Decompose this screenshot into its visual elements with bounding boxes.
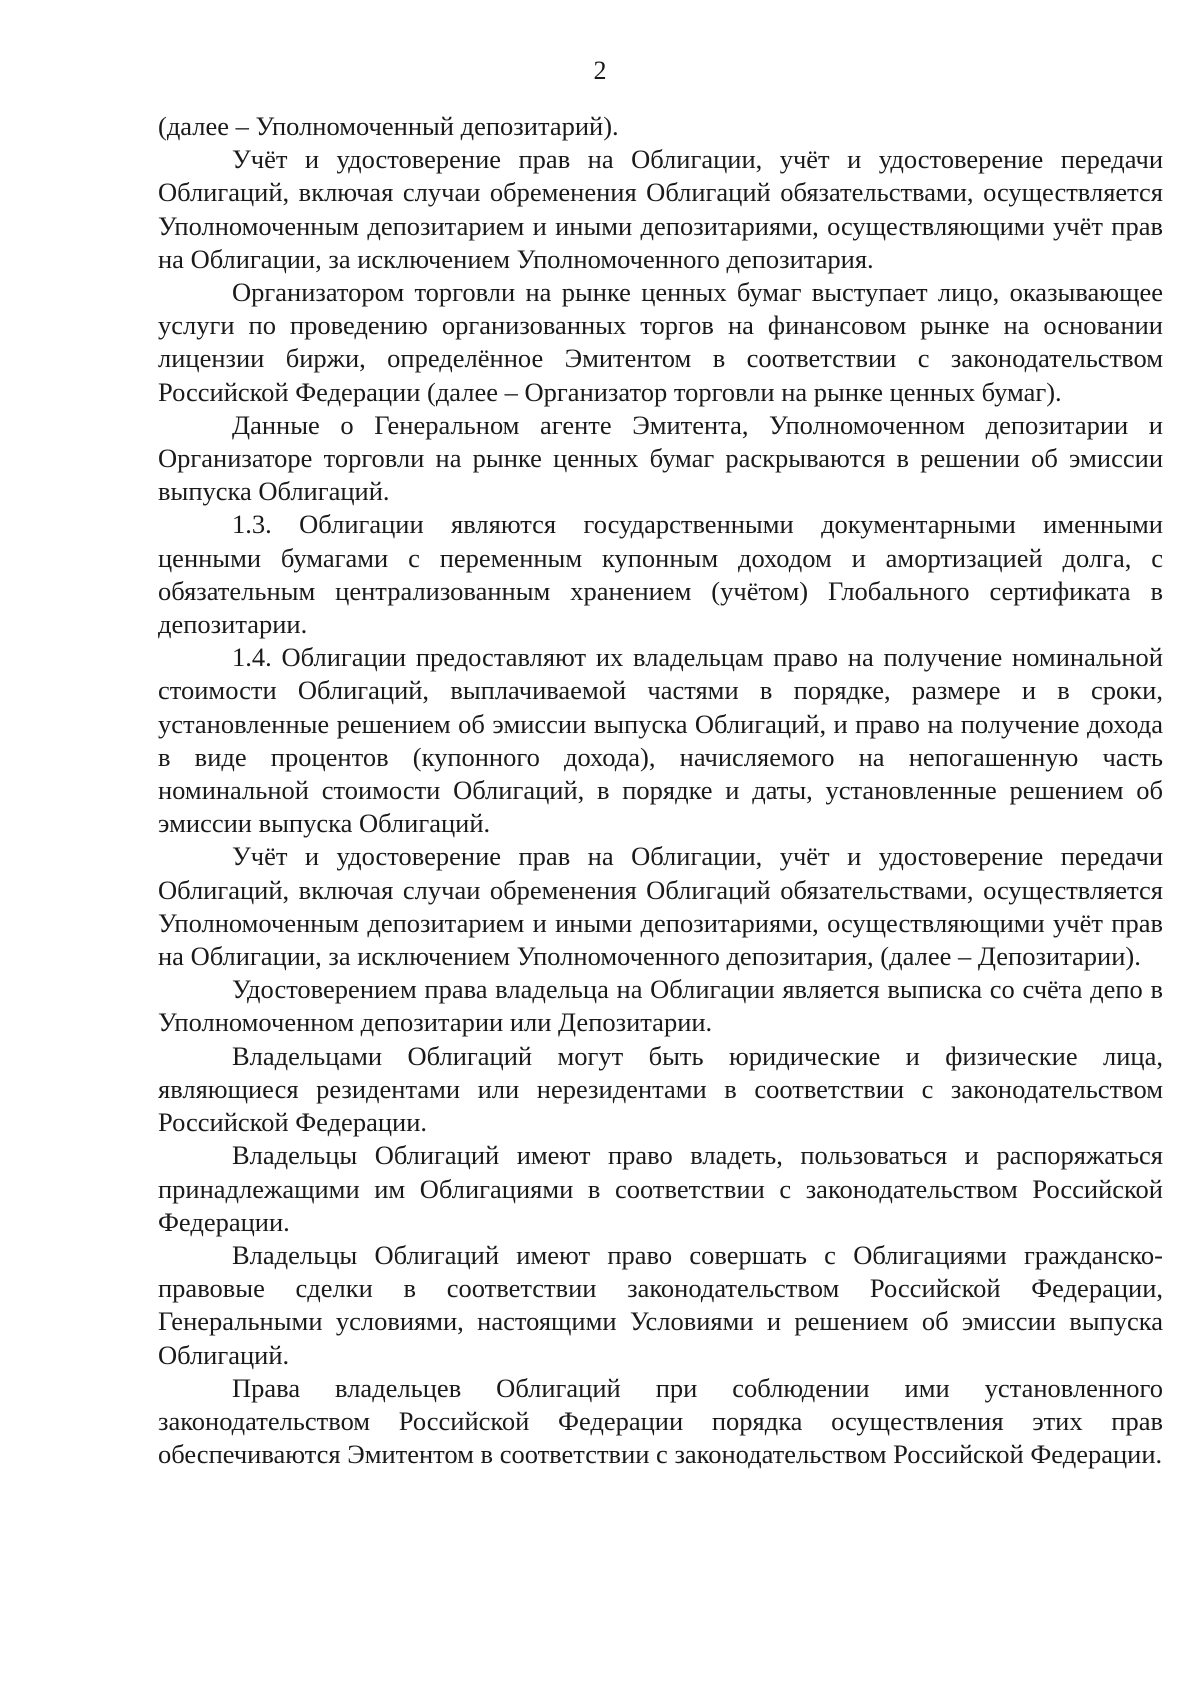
paragraph: Владельцами Облигаций могут быть юридические и физические лица, являющиеся резидентами или нерезидентами в соответствии с законодательством Российской Федерации. bbox=[158, 1040, 1163, 1138]
paragraph: Учёт и удостоверение прав на Облигации, учёт и удостоверение передачи Облигаций, включая случаи обременения Облигаций обязательствами, осуществляется Уполномоченным депозитарием и иными депозитариями, осуществляющими учёт прав на Облигации, за исключением Уполномоченного депозитария, (далее – Депозитарии). bbox=[158, 841, 1163, 972]
paragraph-section-1-3: 1.3. Облигации являются государственными документарными именными ценными бумагами с переменным купонным доходом и амортизацией долга, с обязательным централизованным хранением (учётом) Глобального сертификата в депозитарии. bbox=[158, 509, 1163, 640]
paragraph: Организатором торговли на рынке ценных бумаг выступает лицо, оказывающее услуги по проведению организованных торгов на финансовом рынке на основании лицензии биржи, определённое Эмитентом в соответствии с законодательством Российской Федерации (далее – Организатор торговли на рынке ценных бумаг). bbox=[158, 277, 1163, 407]
paragraph: Владельцы Облигаций имеют право совершать с Облигациями гражданско-правовые сделки в соответствии законодательством Российской Федерации, Генеральными условиями, настоящими Условиями и решением об эмиссии выпуска Облигаций. bbox=[158, 1239, 1163, 1370]
paragraph-section-1-4: 1.4. Облигации предоставляют их владельцам право на получение номинальной стоимости Облигаций, выплачиваемой частями в порядке, размере и в сроки, установленные решением об эмиссии выпуска Облигаций, и право на получение дохода в виде процентов (купонного дохода), начисляемого на непогашенную часть номинальной стоимости Облигаций, в порядке и даты, установленные решением об эмиссии выпуска Облигаций. bbox=[158, 642, 1163, 839]
paragraph: Удостоверением права владельца на Облигации является выписка со счёта депо в Уполномоченном депозитарии или Депозитарии. bbox=[158, 974, 1163, 1038]
paragraph: Права владельцев Облигаций при соблюдении ими установленного законодательством Российской Федерации порядка осуществления этих прав обеспечиваются Эмитентом в соответствии с законодательством Российской Федерации. bbox=[158, 1372, 1163, 1470]
page-number: 2 bbox=[593, 56, 607, 85]
paragraph: Владельцы Облигаций имеют право владеть, пользоваться и распоряжаться принадлежащими им Облигациями в соответствии с законодательством Российской Федерации. bbox=[158, 1140, 1163, 1237]
paragraph-continuation: (далее – Уполномоченный депозитарий). bbox=[158, 111, 619, 141]
paragraph: Учёт и удостоверение прав на Облигации, учёт и удостоверение передачи Облигаций, включая случаи обременения Облигаций обязательствами, осуществляется Уполномоченным депозитарием и иными депозитариями, осуществляющими учёт прав на Облигации, за исключением Уполномоченного депозитария. bbox=[158, 144, 1163, 274]
paragraph: Данные о Генеральном агенте Эмитента, Уполномоченном депозитарии и Организаторе торговли на рынке ценных бумаг раскрываются в решении об эмиссии выпуска Облигаций. bbox=[158, 409, 1163, 507]
document-body bbox=[158, 110, 1163, 1471]
